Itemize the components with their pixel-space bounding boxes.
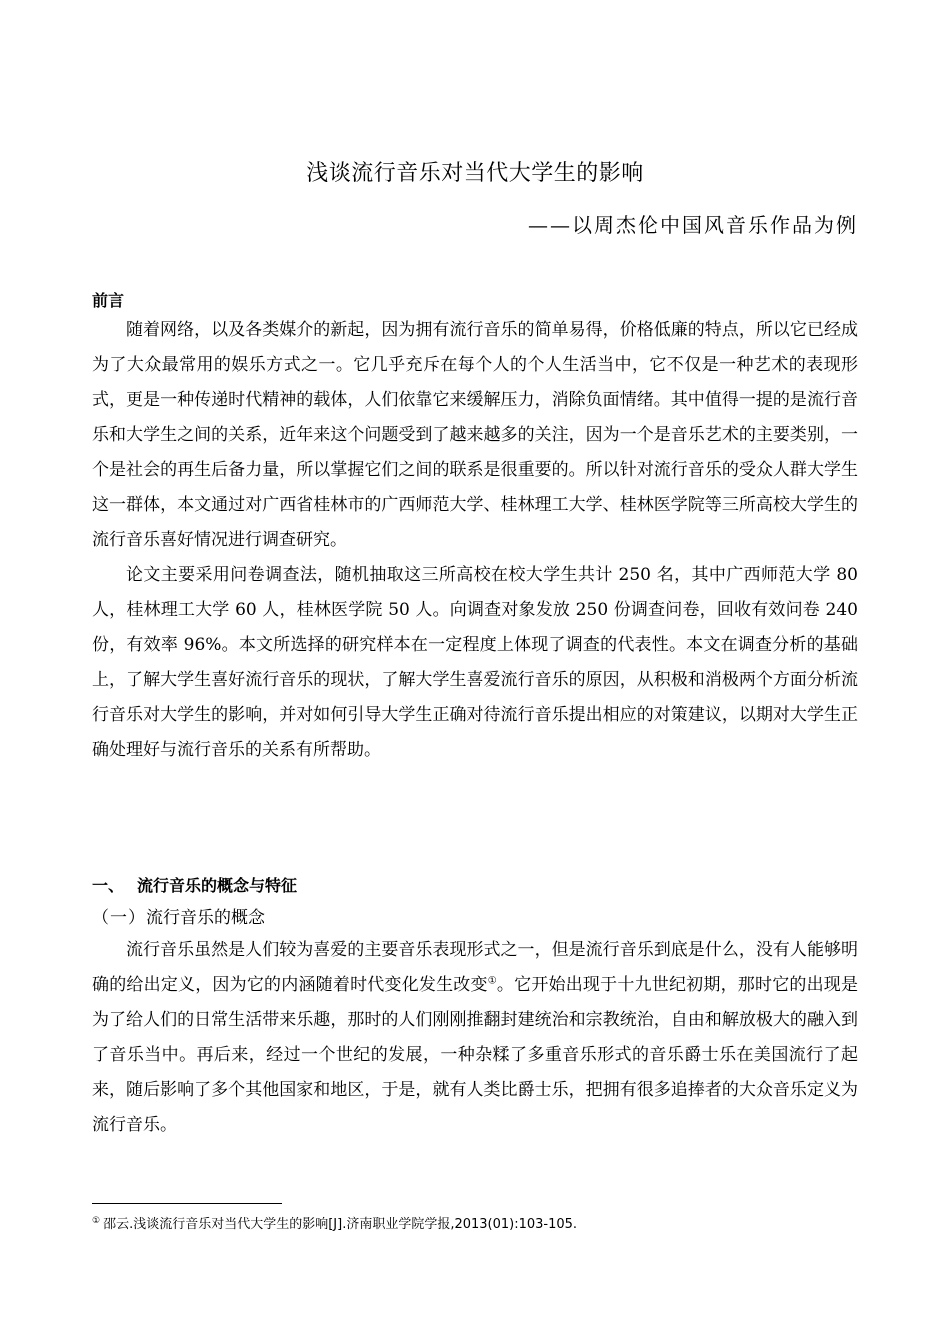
subsection-1-label: （一） [92,908,146,928]
subsection-1-title: 流行音乐的概念 [146,908,265,928]
paragraph-text-after-note: 。它开始出现于十九世纪初期，那时它的出现是为了给人们的日常生活带来乐趣，那时的人们刚刚推翻封建统治和宗教统治，自由和解放极大的融入到了音乐当中。再后来，经过一个世纪的发展，一种杂糅了多重音乐形式的音乐爵士乐在美国流行了起来，随后影响了多个其他国家和地区，于是，就有人类比爵士乐，把拥有很多追捧者的大众音乐定义为流行音乐。 [92,975,859,1135]
footnote-separator [92,1203,282,1204]
page-subtitle: ——以周杰伦中国风音乐作品为例 [528,213,858,237]
page-title: 浅谈流行音乐对当代大学生的影响 [306,161,644,186]
preface-heading: 前言 [92,291,125,310]
paragraph-text-before-note: 流行音乐虽然是人们较为喜爱的主要音乐表现形式之一，但是流行音乐到底是什么，没有人能够明确的给出定义，因为它的内涵随着时代变化发生改变 [92,940,858,995]
section-1-title: 流行音乐的概念与特征 [137,876,298,895]
subsection-1-heading [92,903,265,928]
subsection-1-paragraph [92,933,858,1143]
footnote-text: 邵云.浅谈流行音乐对当代大学生的影响[J].济南职业学院学报,2013(01):103-105. [103,1217,578,1232]
preface-body [92,313,858,768]
section-1-number: 一、 [92,876,125,895]
preface-paragraph-2: 论文主要采用问卷调查法，随机抽取这三所高校在校大学生共计 250 名，其中广西师范大学 80 人，桂林理工大学 60 人，桂林医学院 50 人。向调查对象发放 250 份调查问卷，回收有效问卷 240 份，有效率 96%。本文所选择的研究样本在一定程度上体现了调查的代表性。本文在调查分析的基础上，了解大学生喜好流行音乐的现状，了解大学生喜爱流行音乐的原因，从积极和消极两个方面分析流行音乐对大学生的影响，并对如何引导大学生正确对待流行音乐提出相应的对策建议，以期对大学生正确处理好与流行音乐的关系有所帮助。 [92,565,858,760]
preface-paragraph-1: 随着网络，以及各类媒介的新起，因为拥有流行音乐的简单易得，价格低廉的特点，所以它已经成为了大众最常用的娱乐方式之一。它几乎充斥在每个人的个人生活当中，它不仅是一种艺术的表现形式，更是一种传递时代精神的载体，人们依靠它来缓解压力，消除负面情绪。其中值得一提的是流行音乐和大学生之间的关系，近年来这个问题受到了越来越多的关注，因为一个是音乐艺术的主要类别，一个是社会的再生后备力量，所以掌握它们之间的联系是很重要的。所以针对流行音乐的受众人群大学生这一群体，本文通过对广西省桂林市的广西师范大学、桂林理工大学、桂林医学院等三所高校大学生的流行音乐喜好情况进行调查研究。 [92,320,858,550]
footnote-mark: ① [92,1215,101,1226]
footnote [92,1213,577,1232]
section-1-heading [92,873,297,896]
subsection-1-body [92,933,858,1143]
footnote-reference[interactable]: ① [487,975,497,987]
